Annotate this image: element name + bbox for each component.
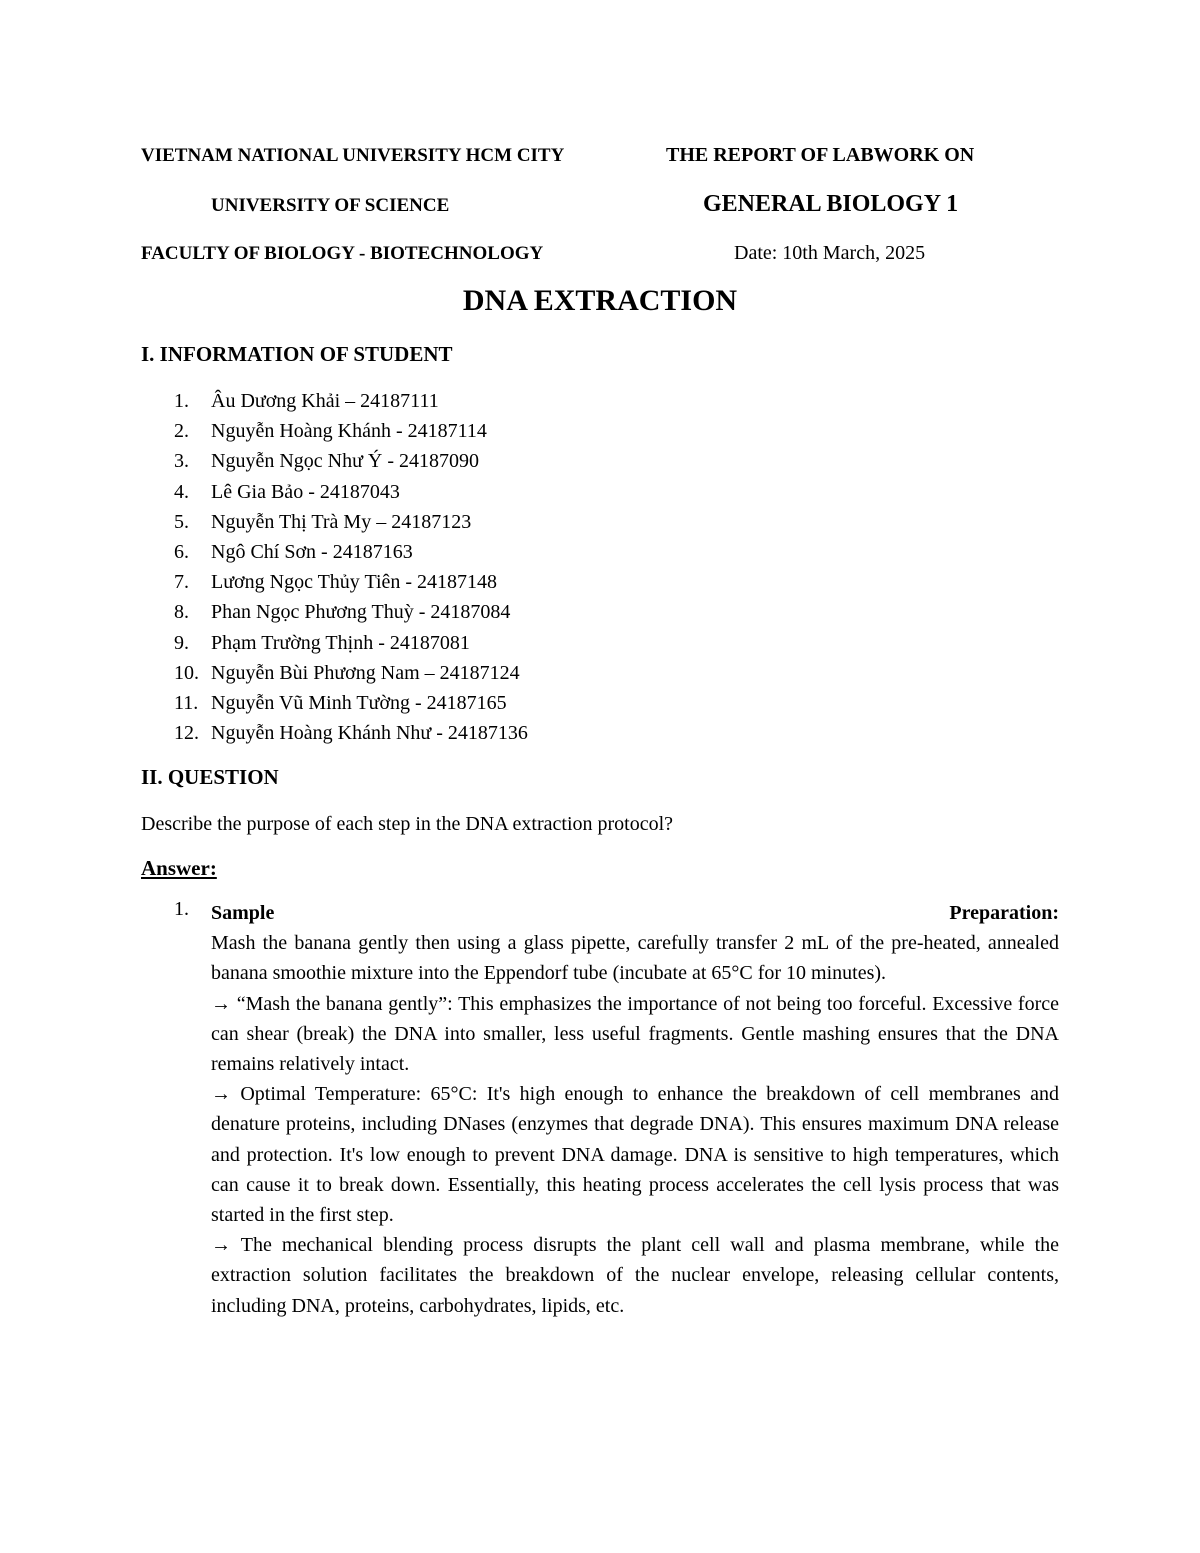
step-point: → The mechanical blending process disrupts the plant cell wall and plasma membrane, while the extraction solution facilitates the breakdown of the nuclear envelope, releasing cellular contents, including DNA, proteins, carbohydrates, lipids, etc. (211, 1234, 1059, 1317)
school-name: UNIVERSITY OF SCIENCE (211, 195, 450, 216)
step-intro: Mash the banana gently then using a glass pipette, carefully transfer 2 mL of the pre-heated, annealed banana smoothie mixture into the Eppendorf tube (incubate at 65°C for 10 minutes). (211, 932, 1059, 985)
list-item: 1. Âu Dương Khải – 24187111 (174, 390, 439, 412)
step-heading-left: Sample (211, 902, 275, 924)
list-item: 9. Phạm Trường Thịnh - 24187081 (174, 631, 470, 654)
document-title: DNA EXTRACTION (462, 284, 738, 317)
student-list (141, 386, 528, 748)
list-item: 2. Nguyễn Hoàng Khánh - 24187114 (174, 420, 487, 443)
list-item: 8. Phan Ngọc Phương Thuỳ - 24187084 (174, 601, 511, 624)
step-point: → Optimal Temperature: 65°C: It's high enough to enhance the breakdown of cell membranes and denature proteins, including DNases (enzymes that degrade DNA). This ensures maximum DNA release and protection. It's low enough to prevent DNA damage. DNA is sensitive to high temperatures, which can cause it to break down. Essentially, this heating process accelerates the cell lysis process that was started in the first step. (211, 1083, 1059, 1227)
list-item: 11. Nguyễn Vũ Minh Tường - 24187165 (174, 692, 507, 715)
report-date: Date: 10th March, 2025 (734, 242, 926, 264)
course-name: GENERAL BIOLOGY 1 (703, 191, 959, 217)
list-item: 4. Lê Gia Bảo - 24187043 (174, 480, 400, 503)
question-text: Describe the purpose of each step in the DNA extraction protocol? (141, 813, 674, 835)
university-name: VIETNAM NATIONAL UNIVERSITY HCM CITY (141, 145, 565, 166)
answer-label: Answer: (141, 856, 217, 880)
step-heading-right: Preparation: (949, 902, 1059, 924)
report-heading: THE REPORT OF LABWORK ON (666, 144, 975, 166)
list-item: 7. Lương Ngọc Thủy Tiên - 24187148 (174, 571, 498, 594)
list-item: 6. Ngô Chí Sơn - 24187163 (174, 541, 413, 564)
section-heading-question: II. QUESTION (141, 765, 279, 789)
step-block (211, 898, 1059, 1321)
faculty-name: FACULTY OF BIOLOGY - BIOTECHNOLOGY (141, 243, 544, 264)
step-number: 1. (174, 898, 189, 920)
section-heading-students: I. INFORMATION OF STUDENT (141, 342, 453, 366)
step-point: → “Mash the banana gently”: This emphasizes the importance of not being too forceful. Excessive force can shear (break) the DNA into smaller, less useful fragments. Gentle mashing ensures that the DNA remains relatively intact. (211, 992, 1059, 1076)
list-item: 12. Nguyễn Hoàng Khánh Như - 24187136 (174, 722, 528, 745)
step-heading (211, 898, 1059, 928)
list-item: 10. Nguyễn Bùi Phương Nam – 24187124 (174, 661, 520, 684)
list-item: 3. Nguyễn Ngọc Như Ý - 24187090 (174, 450, 480, 473)
list-item: 5. Nguyễn Thị Trà My – 24187123 (174, 510, 472, 533)
